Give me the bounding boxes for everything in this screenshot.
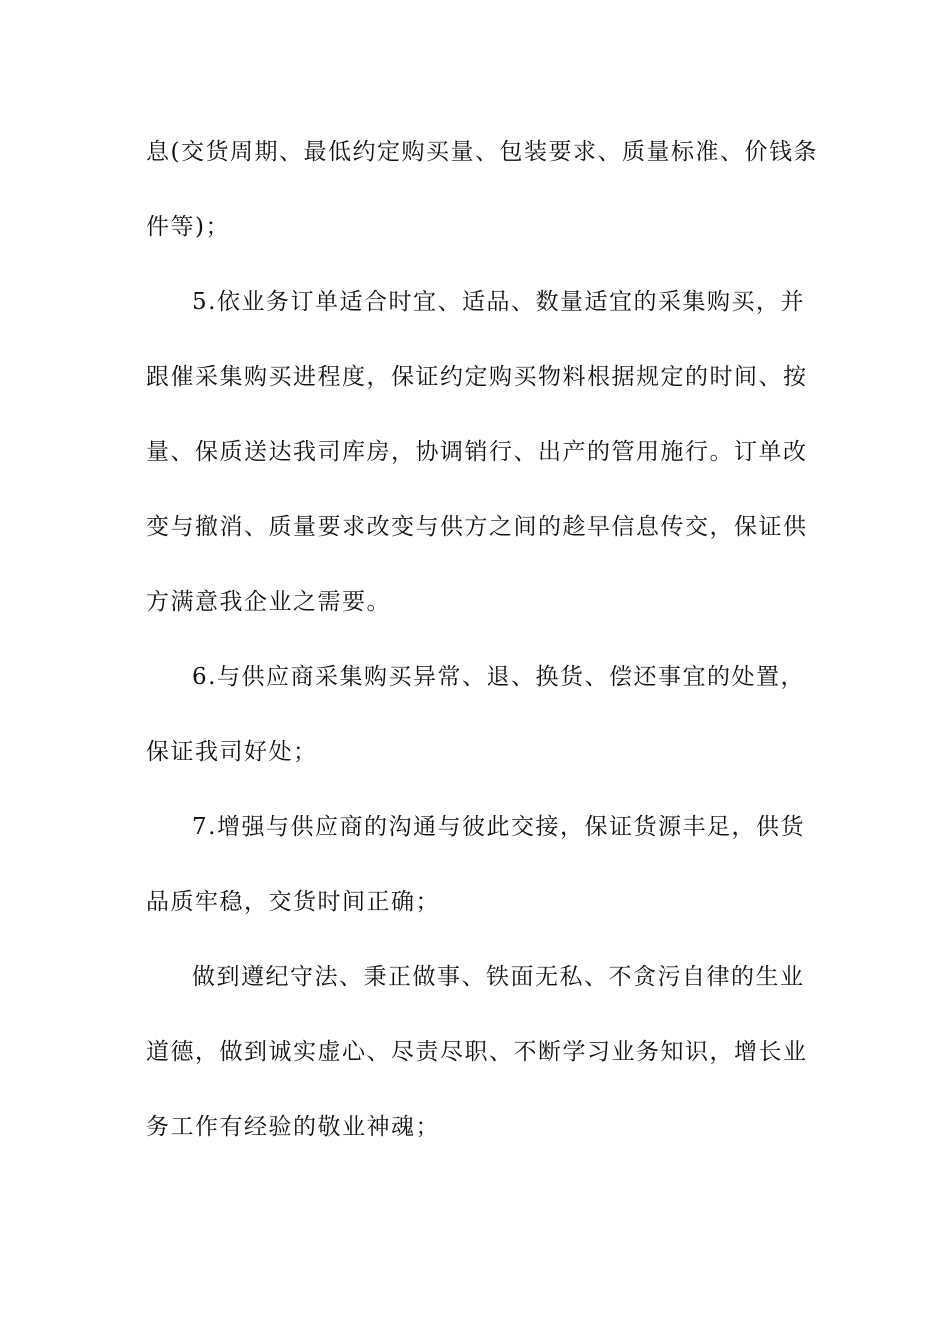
text-line: 件等)； — [146, 214, 230, 240]
text-line: 品质牢稳，交货时间正确； — [146, 889, 440, 915]
text-line: 变与撤消、质量要求改变与供方之间的趁早信息传交，保证供 — [146, 514, 808, 540]
paragraph-7-start: 7.增强与供应商的沟通与彼此交接，保证货源丰足，供货 — [192, 814, 805, 840]
paragraph-5-start: 5.依业务订单适合时宜、适品、数量适宜的采集购买，并 — [192, 289, 805, 315]
text-line: 保证我司好处； — [146, 739, 318, 765]
text-line: 方满意我企业之需要。 — [146, 589, 391, 615]
text-line: 跟催采集购买进程度，保证约定购买物料根据规定的时间、按 — [146, 364, 808, 390]
paragraph-ethics-start: 做到遵纪守法、秉正做事、铁面无私、不贪污自律的生业 — [192, 964, 805, 990]
text-line: 务工作有经验的敬业神魂； — [146, 1114, 440, 1140]
paragraph-6-start: 6.与供应商采集购买异常、退、换货、偿还事宜的处置， — [192, 664, 805, 690]
text-line: 量、保质送达我司库房，协调销行、出产的管用施行。订单改 — [146, 439, 808, 465]
text-line: 息(交货周期、最低约定购买量、包装要求、质量标准、价钱条 — [146, 139, 818, 165]
text-line: 道德，做到诚实虚心、尽责尽职、不断学习业务知识，增长业 — [146, 1039, 808, 1065]
